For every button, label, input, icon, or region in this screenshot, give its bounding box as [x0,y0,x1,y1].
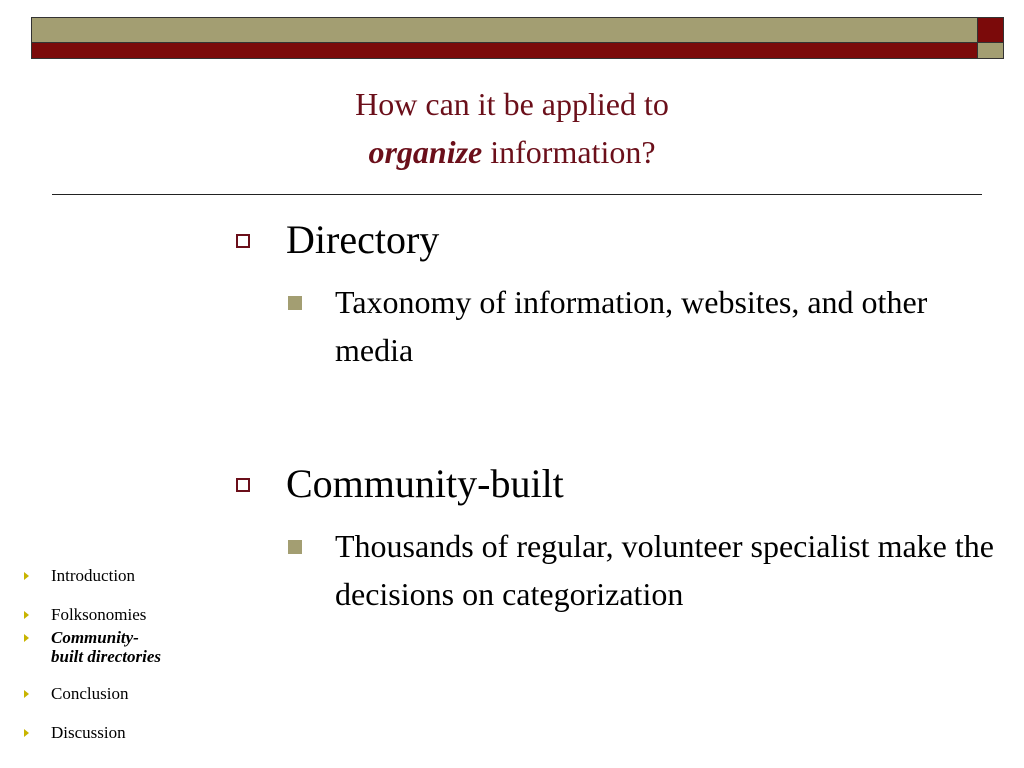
nav-item-label: Introduction [51,566,136,585]
title-line-2-rest: information? [482,134,656,170]
nav-item-introduction[interactable] [22,566,222,585]
nav-item-label: Conclusion [51,684,129,703]
bullet-directory [230,212,1000,268]
title-line-2 [0,128,1024,176]
nav-item-conclusion[interactable] [22,684,222,703]
bullet-heading: Directory [286,217,440,262]
header-square-maroon [977,17,1004,43]
nav-item-community-built-directories[interactable] [22,628,222,666]
header-square-olive [977,42,1004,59]
sub-bullet-taxonomy [230,278,995,374]
slide-title [0,80,1024,176]
filled-square-bullet-icon [288,540,302,554]
triangle-right-icon [24,729,29,737]
section-navigation [22,566,222,742]
triangle-right-icon [24,611,29,619]
triangle-right-icon [24,690,29,698]
header-bar-olive [31,17,978,43]
triangle-right-icon [24,572,29,580]
nav-item-label: Discussion [51,723,126,742]
header-bar-maroon [31,42,978,59]
sub-bullet-thousands [230,522,995,618]
hollow-square-bullet-icon [236,234,250,248]
title-divider [52,194,982,195]
filled-square-bullet-icon [288,296,302,310]
title-line-1: How can it be applied to [355,86,669,122]
nav-item-discussion[interactable] [22,723,222,742]
sub-bullet-text: Thousands of regular, volunteer specialist make the decisions on categorization [335,528,994,612]
sub-bullet-text: Taxonomy of information, websites, and other media [335,284,928,368]
nav-item-folksonomies[interactable] [22,605,222,624]
nav-item-label: Folksonomies [51,605,147,624]
bullet-community-built [230,456,1000,512]
nav-item-label-line-1: Community- [51,628,139,647]
bullet-heading: Community-built [286,461,564,506]
hollow-square-bullet-icon [236,478,250,492]
title-emphasis: organize [368,134,483,170]
slide-body [230,212,1000,618]
triangle-right-icon [24,634,29,642]
nav-item-label-line-2: built directories [51,647,162,666]
